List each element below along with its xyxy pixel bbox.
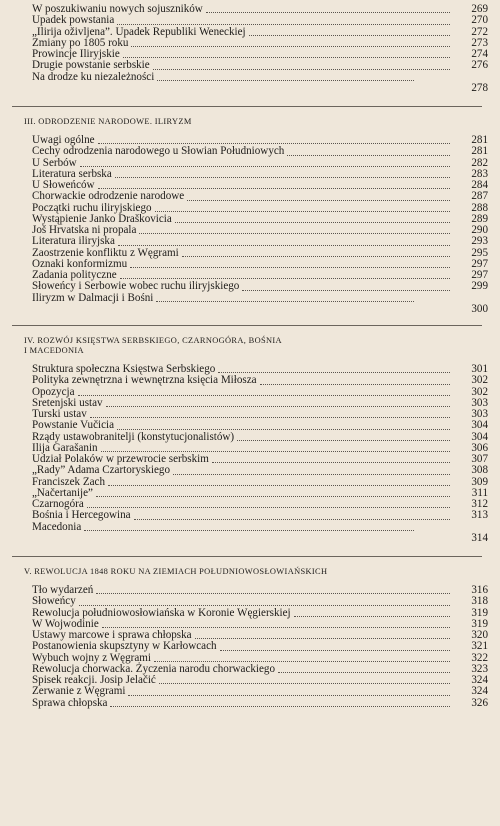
entry-title: Još Hrvatska ni propala (32, 224, 137, 236)
page-number: 319 (471, 617, 488, 630)
page-number: 297 (471, 257, 488, 270)
dot-leaders (110, 706, 450, 707)
entry-title: Literatura iliryjska (32, 235, 115, 248)
dot-leaders (218, 372, 450, 373)
dot-leaders (237, 440, 450, 441)
page-number: 321 (471, 640, 488, 653)
page-number: 270 (471, 14, 488, 27)
page-number: 293 (471, 235, 488, 248)
page-number: 311 (471, 486, 488, 499)
page-number: 314 (471, 531, 488, 544)
entry-title: „Načertanije” (32, 486, 93, 499)
dot-leaders (157, 80, 414, 81)
entry-title: Literatura serbska (32, 167, 112, 180)
dot-leaders (155, 211, 450, 212)
dot-leaders (130, 267, 450, 268)
dot-leaders (156, 301, 414, 302)
page-number: 283 (471, 167, 488, 180)
entry-title: Rządy ustawobranitelji (konstytucjonalistów) (32, 430, 235, 443)
dot-leaders (153, 69, 450, 70)
page-number: 323 (471, 662, 488, 675)
entry-title: Cechy odrodzenia narodowego u Słowian Południowych (32, 145, 285, 158)
toc-entry[interactable] (32, 72, 488, 83)
entry-title: Wystąpienie Janko Draškovicia (32, 212, 172, 225)
entry-title: Zaostrzenie konfliktu z Węgrami (32, 246, 179, 259)
dot-leaders (120, 278, 450, 279)
dot-leaders (294, 616, 450, 617)
dot-leaders (101, 451, 450, 452)
page-number: 302 (471, 374, 488, 387)
page-number: 324 (471, 685, 488, 698)
page-number: 295 (471, 246, 488, 259)
toc-entry[interactable] (32, 641, 488, 652)
toc-section (24, 336, 488, 544)
toc-entry[interactable] (32, 60, 488, 71)
page-number: 309 (471, 475, 488, 488)
dot-leaders (195, 638, 450, 639)
entry-title: Spisek reakcji. Josip Jelačić (32, 674, 156, 686)
page-number: 313 (471, 509, 488, 522)
dot-leaders (128, 695, 450, 696)
page-number: 312 (471, 498, 488, 510)
entry-title: W Wojwodinie (32, 617, 99, 630)
dot-leaders (108, 485, 450, 486)
entry-title: Postanowienia skupsztyny w Karłowcach (32, 640, 217, 653)
page-number: 304 (471, 419, 488, 432)
entry-title: Rewolucja południowosłowiańska w Koronie Węgierskiej (32, 606, 291, 619)
toc-section (32, 4, 488, 94)
dot-leaders (187, 200, 450, 201)
toc-entry[interactable] (32, 522, 488, 533)
section-divider (12, 556, 482, 557)
toc-entry[interactable] (32, 596, 488, 607)
dot-leaders (206, 12, 450, 13)
toc-entry[interactable] (32, 15, 488, 26)
entry-title: Słoweńcy i Serbowie wobec ruchu iliryjskiego (32, 280, 240, 293)
section-heading: V. REWOLUCJA 1848 ROKU NA ZIEMIACH POŁUDNIOWOSŁOWIAŃSKICH (24, 567, 328, 576)
dot-leaders (139, 233, 450, 234)
dot-leaders (287, 155, 450, 156)
toc-entry[interactable] (32, 375, 488, 386)
toc-section (24, 117, 488, 315)
dot-leaders (106, 406, 450, 407)
dot-leaders (123, 57, 450, 58)
page-number: 282 (471, 156, 488, 169)
page-number: 281 (471, 134, 488, 146)
page-number: 303 (471, 396, 488, 409)
entry-title: Opozycja (32, 385, 75, 398)
toc-list (32, 135, 488, 315)
dot-leaders (117, 429, 450, 430)
entry-title: Zerwanie z Węgrami (32, 685, 126, 698)
entry-title: Macedonia (32, 520, 82, 533)
dot-leaders (175, 222, 450, 223)
page-number: 272 (471, 25, 488, 38)
entry-title: U Serbów (32, 156, 77, 169)
page-number: 290 (471, 224, 488, 236)
dot-leaders (98, 188, 450, 189)
entry-title: Struktura społeczna Księstwa Serbskiego (32, 363, 216, 375)
dot-leaders (87, 507, 450, 508)
dot-leaders (96, 496, 450, 497)
entry-title: Oznaki konformizmu (32, 257, 128, 270)
section-heading: IV. ROZWÓJ KSIĘSTWA SERBSKIEGO, CZARNOGÓRA, BOŚNIA I MACEDONIA (24, 336, 282, 355)
page-number: 307 (471, 453, 488, 465)
toc-entry[interactable] (32, 304, 488, 315)
section-heading: III. ODRODZENIE NARODOWE. ILIRYZM (24, 117, 192, 126)
entry-title: U Słoweńców (32, 179, 95, 191)
entry-title: Chorwackie odrodzenie narodowe (32, 190, 185, 203)
section-divider (12, 106, 482, 107)
toc-entry[interactable] (32, 420, 488, 431)
dot-leaders (249, 35, 450, 36)
page-number: 320 (471, 629, 488, 641)
dot-leaders (117, 24, 450, 25)
toc-entry[interactable] (32, 169, 488, 180)
page-number: 288 (471, 201, 488, 214)
entry-title: Drugie powstanie serbskie (32, 59, 150, 72)
entry-title: Początki ruchu iliryjskiego (32, 201, 152, 214)
dot-leaders (78, 395, 450, 396)
section-divider (12, 325, 482, 326)
entry-title: W poszukiwaniu nowych sojuszników (32, 3, 203, 15)
entry-title: Rewolucja chorwacka. Życzenia narodu chorwackiego (32, 662, 276, 675)
toc-entry[interactable] (32, 146, 488, 157)
page-number: 299 (471, 280, 488, 293)
entry-title: Czarnogóra (32, 498, 84, 510)
dot-leaders (102, 627, 450, 628)
toc-list (32, 585, 488, 709)
page-number: 278 (471, 81, 488, 94)
page-number: 284 (471, 179, 488, 191)
entry-title: Sretenjski ustav (32, 396, 103, 409)
page-number: 322 (471, 651, 488, 664)
toc-entry[interactable] (32, 698, 488, 709)
toc-entry[interactable] (32, 281, 488, 292)
dot-leaders (173, 474, 450, 475)
dot-leaders (134, 519, 450, 520)
dot-leaders (80, 166, 450, 167)
page-number: 308 (471, 464, 488, 477)
toc-entry[interactable] (32, 510, 488, 521)
dot-leaders (182, 256, 450, 257)
entry-title: Polityka zewnętrzna i wewnętrzna księcia Miłosza (32, 374, 257, 387)
toc-section (24, 567, 488, 709)
page-number: 326 (471, 696, 488, 709)
page-number: 324 (471, 674, 488, 686)
page-number: 274 (471, 48, 488, 60)
page-number: 297 (471, 269, 488, 281)
toc-entry[interactable] (32, 293, 488, 304)
entry-title: Powstanie Vučicia (32, 419, 115, 432)
page-number: 304 (471, 430, 488, 443)
entry-title: Udział Polaków w przewrocie serbskim (32, 453, 209, 465)
entry-title: „Ilirija oživljena”. Upadek Republiki Weneckiej (32, 25, 246, 38)
entry-title: Zadania polityczne (32, 269, 117, 281)
dot-leaders (278, 672, 450, 673)
dot-leaders (154, 661, 450, 662)
dot-leaders (79, 605, 450, 606)
dot-leaders (220, 650, 450, 651)
dot-leaders (260, 384, 450, 385)
entry-title: Franciszek Zach (32, 475, 105, 488)
dot-leaders (90, 417, 450, 418)
entry-title: Wybuch wojny z Węgrami (32, 651, 151, 664)
dot-leaders (118, 245, 450, 246)
entry-title: Uwagi ogólne (32, 134, 95, 146)
toc-list (32, 364, 488, 544)
toc-list (32, 4, 488, 94)
page-number: 287 (471, 190, 488, 203)
entry-title: Ustawy marcowe i sprawa chłopska (32, 629, 192, 641)
page-number: 302 (471, 385, 488, 398)
dot-leaders (212, 462, 450, 463)
page-number: 319 (471, 606, 488, 619)
page-number: 303 (471, 408, 488, 420)
entry-title: „Rady” Adama Czartoryskiego (32, 464, 171, 477)
toc-entry[interactable] (32, 686, 488, 697)
entry-title: Na drodze ku niezależności (32, 70, 155, 83)
page-number: 276 (471, 59, 488, 72)
toc-entry[interactable] (32, 83, 488, 94)
toc-entry[interactable] (32, 477, 488, 488)
toc-entry[interactable] (32, 533, 488, 544)
dot-leaders (131, 46, 450, 47)
entry-title: Sprawa chłopska (32, 696, 108, 709)
entry-title: Słoweńcy (32, 595, 76, 608)
toc-entry[interactable] (32, 608, 488, 619)
page-number: 316 (471, 584, 488, 596)
toc-entry[interactable] (32, 585, 488, 596)
page-number: 273 (471, 36, 488, 49)
toc-entry[interactable] (32, 236, 488, 247)
dot-leaders (96, 593, 450, 594)
entry-title: Turski ustav (32, 408, 87, 420)
entry-title: Prowincje Iliryjskie (32, 48, 120, 60)
page-number: 306 (471, 441, 488, 454)
page-number: 300 (471, 302, 488, 315)
entry-title: Ilija Garašanin (32, 441, 98, 454)
entry-title: Upadek powstania (32, 14, 115, 27)
page-number: 281 (471, 145, 488, 158)
entry-title: Tło wydarzeń (32, 584, 94, 596)
page-number: 269 (471, 3, 488, 15)
dot-leaders (98, 143, 450, 144)
entry-title: Zmiany po 1805 roku (32, 36, 129, 49)
toc-entry[interactable] (32, 465, 488, 476)
dot-leaders (242, 290, 450, 291)
dot-leaders (115, 177, 450, 178)
toc-entry[interactable] (32, 398, 488, 409)
dot-leaders (159, 683, 450, 684)
entry-title: Iliryzm w Dalmacji i Bośni (32, 291, 154, 304)
dot-leaders (84, 530, 414, 531)
toc-entry[interactable] (32, 191, 488, 202)
page-number: 318 (471, 595, 488, 608)
page-number: 301 (471, 363, 488, 375)
toc-entry[interactable] (32, 432, 488, 443)
toc-entry[interactable] (32, 488, 488, 499)
entry-title: Bośnia i Hercegowina (32, 509, 131, 522)
page-number: 289 (471, 212, 488, 225)
